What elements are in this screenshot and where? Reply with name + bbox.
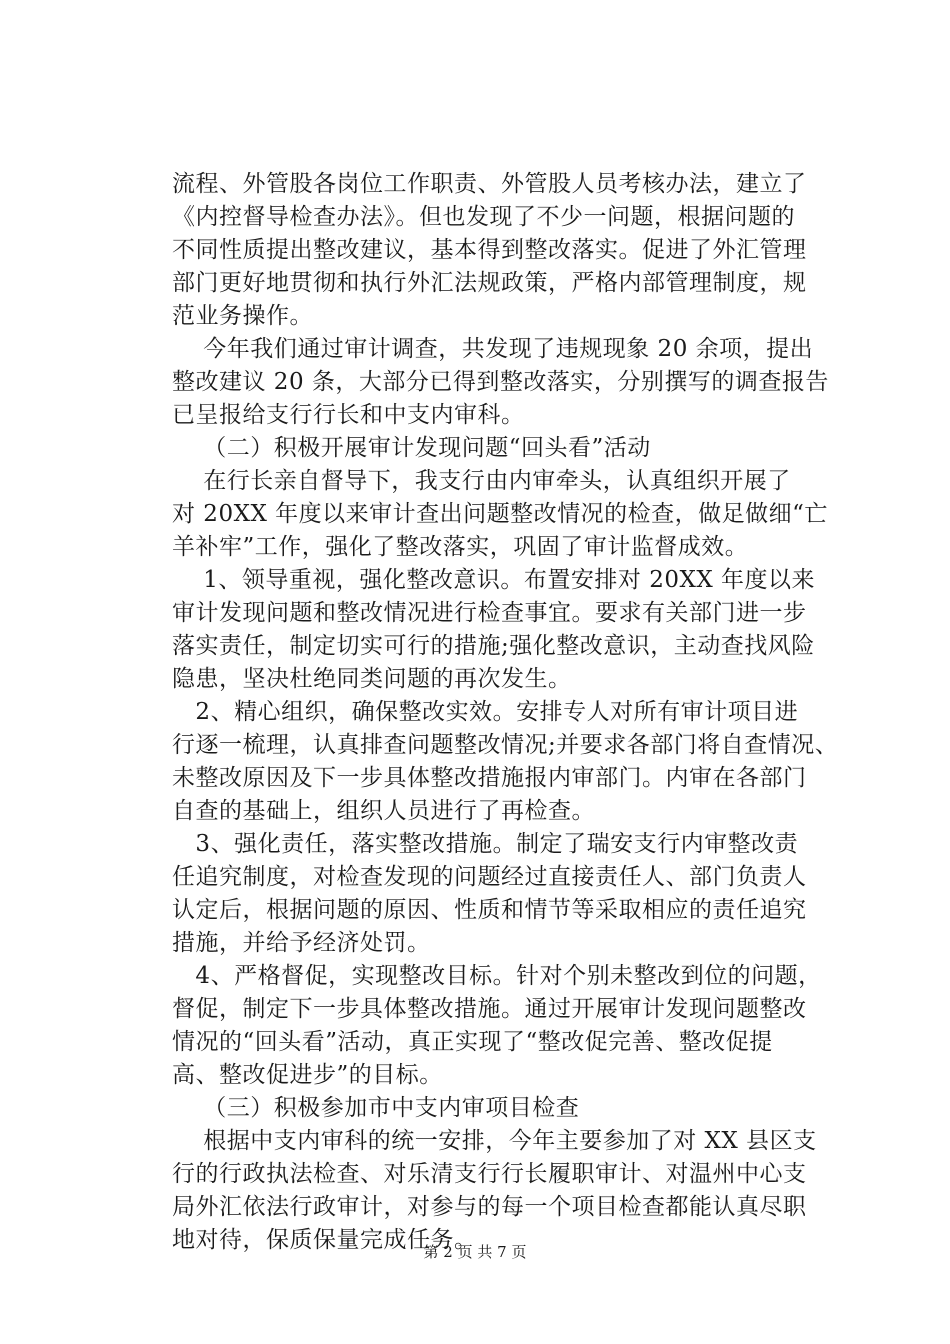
text-line: 未整改原因及下一步具体整改措施报内审部门。内审在各部门	[172, 765, 807, 791]
text-line: 今年我们通过审计调查，共发现了违规现象 20 余项，提出	[172, 336, 814, 362]
text-line: 1、领导重视，强化整改意识。布置安排对 20XX 年度以来	[172, 567, 816, 593]
text-line: 羊补牢”工作，强化了整改落实，巩固了审计监督成效。	[172, 534, 749, 560]
text-line: 高、整改促进步”的目标。	[172, 1062, 443, 1088]
text-line: 督促，制定下一步具体整改措施。通过开展审计发现问题整改	[172, 996, 807, 1022]
text-line: 对 20XX 年度以来审计查出问题整改情况的检查，做足做细“亡	[172, 501, 828, 527]
page-footer: 第 2 页 共 7 页	[423, 1243, 527, 1261]
text-line: 行逐一梳理，认真排查问题整改情况;并要求各部门将自查情况、	[172, 732, 839, 758]
text-line: 《内控督导检查办法》。但也发现了不少一问题，根据问题的	[172, 204, 795, 230]
text-line: 地对待，保质保量完成任务。	[172, 1227, 478, 1253]
text-line: 根据中支内审科的统一安排，今年主要参加了对 XX 县区支	[172, 1128, 817, 1154]
text-line: （二）积极开展审计发现问题“回头看”活动	[172, 435, 651, 461]
text-line: 4、严格督促，实现整改目标。针对个别未整改到位的问题，	[172, 963, 822, 989]
text-line: 审计发现问题和整改情况进行检查事宜。要求有关部门进一步	[172, 600, 807, 626]
text-line: 任追究制度，对检查发现的问题经过直接责任人、部门负责人	[172, 864, 807, 890]
text-line: 局外汇依法行政审计，对参与的每一个项目检查都能认真尽职	[172, 1194, 807, 1220]
text-line: 流程、外管股各岗位工作职责、外管股人员考核办法，建立了	[172, 171, 807, 197]
text-line: 行的行政执法检查、对乐清支行行长履职审计、对温州中心支	[172, 1161, 807, 1187]
text-line: 3、强化责任，落实整改措施。制定了瑞安支行内审整改责	[172, 831, 799, 857]
text-line: （三）积极参加市中支内审项目检查	[172, 1095, 580, 1121]
text-line: 在行长亲自督导下，我支行由内审牵头，认真组织开展了	[172, 468, 791, 494]
text-line: 范业务操作。	[172, 303, 313, 329]
text-line: 自查的基础上，组织人员进行了再检查。	[172, 798, 595, 824]
text-line: 情况的“回头看”活动，真正实现了“整改促完善、整改促提	[172, 1029, 773, 1055]
document-body	[172, 168, 842, 1257]
text-line: 已呈报给支行行长和中支内审科。	[172, 402, 525, 428]
text-line: 措施，并给予经济处罚。	[172, 930, 431, 956]
text-line: 落实责任，制定切实可行的措施;强化整改意识，主动查找风险	[172, 633, 815, 659]
text-line: 不同性质提出整改建议，基本得到整改落实。促进了外汇管理	[172, 237, 807, 263]
text-line: 认定后，根据问题的原因、性质和情节等采取相应的责任追究	[172, 897, 807, 923]
text-line: 部门更好地贯彻和执行外汇法规政策，严格内部管理制度，规	[172, 270, 807, 296]
text-line: 2、精心组织，确保整改实效。安排专人对所有审计项目进	[172, 699, 799, 725]
text-line: 隐患，坚决杜绝同类问题的再次发生。	[172, 666, 572, 692]
text-line: 整改建议 20 条，大部分已得到整改落实，分别撰写的调查报告	[172, 369, 829, 395]
